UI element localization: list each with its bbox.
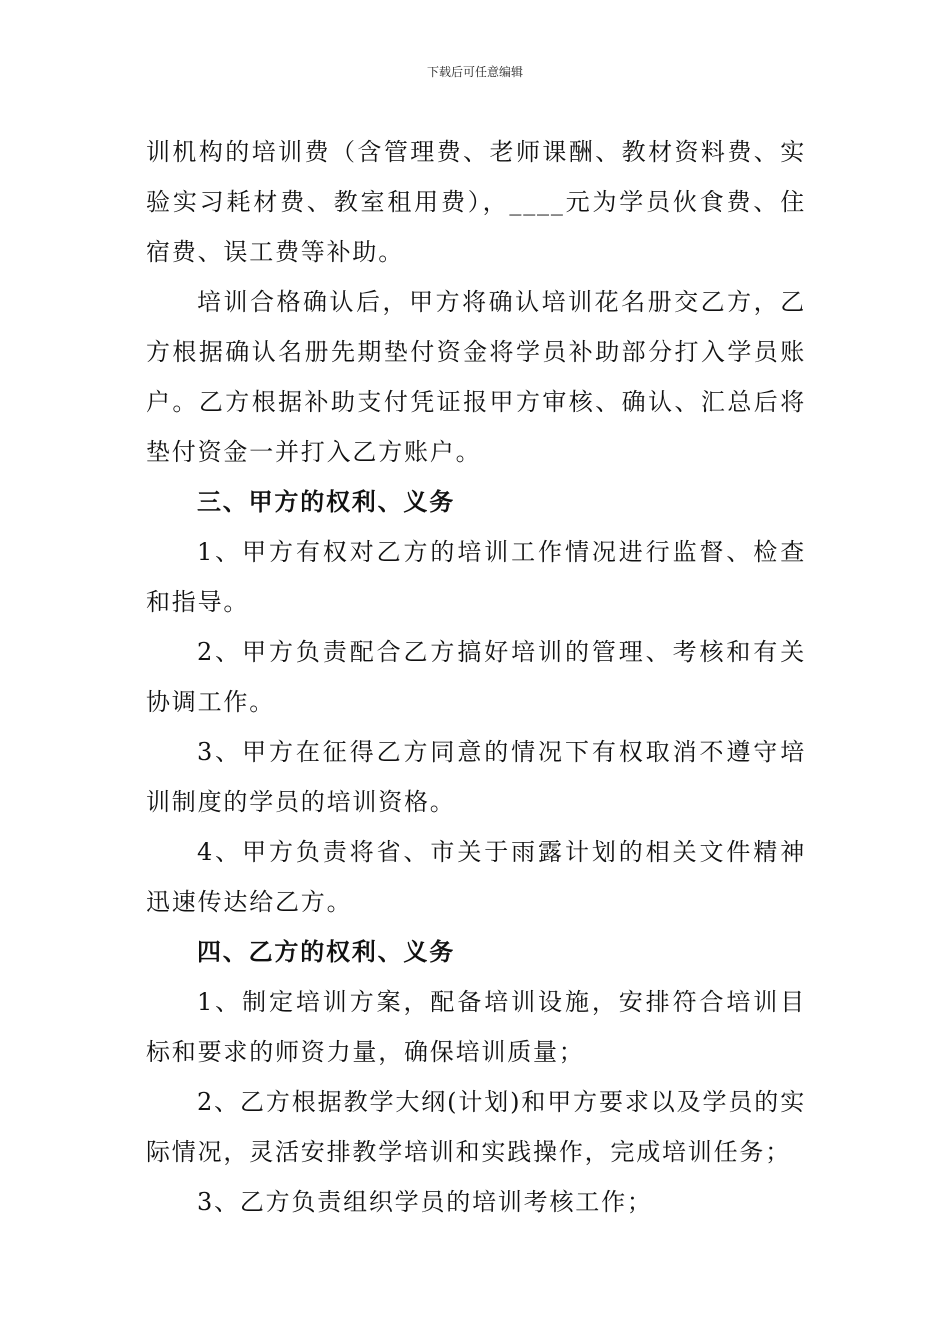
page-header: 下载后可任意编辑 [426,65,523,79]
list-item-party-b-1: 1、制定培训方案，配备培训设施，安排符合培训目标和要求的师资力量，确保培训质量； [146,988,806,1066]
list-item-party-a-1: 1、甲方有权对乙方的培训工作情况进行监督、检查和指导。 [146,538,806,616]
section-heading-party-a-rights: 三、甲方的权利、义务 [197,487,455,516]
paragraph-training-fees: 训机构的培训费（含管理费、老师课酬、教材资料费、实验实习耗材费、教室租用费），____元为学员伙食费、住宿费、误工费等补助。 [146,138,806,266]
list-item-party-a-4: 4、甲方负责将省、市关于雨露计划的相关文件精神迅速传达给乙方。 [146,838,806,916]
list-item-party-a-2: 2、甲方负责配合乙方搞好培训的管理、考核和有关协调工作。 [146,638,806,716]
list-item-party-b-2: 2、乙方根据教学大纲(计划)和甲方要求以及学员的实际情况，灵活安排教学培训和实践操作，完成培训任务； [146,1088,806,1166]
section-heading-party-b-rights: 四、乙方的权利、义务 [197,937,455,966]
list-item-party-a-3: 3、甲方在征得乙方同意的情况下有权取消不遵守培训制度的学员的培训资格。 [146,738,806,816]
paragraph-subsidy-payment: 培训合格确认后，甲方将确认培训花名册交乙方，乙方根据确认名册先期垫付资金将学员补助部分打入学员账户。乙方根据补助支付凭证报甲方审核、确认、汇总后将垫付资金一并打入乙方账户。 [146,288,806,466]
document-body [146,127,806,1227]
list-item-party-b-3: 3、乙方负责组织学员的培训考核工作； [197,1188,653,1216]
